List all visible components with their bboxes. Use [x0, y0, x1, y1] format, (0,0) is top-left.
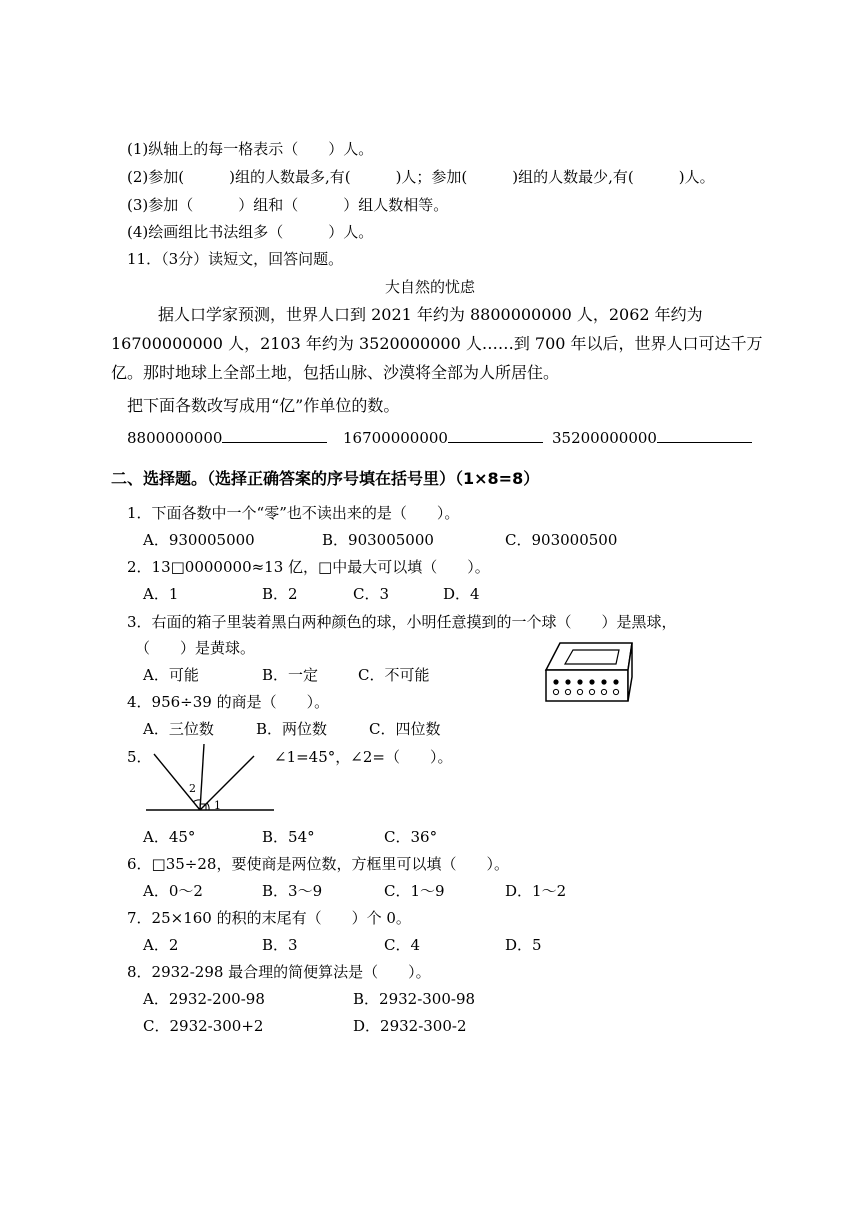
mc5-option-b: B．54°: [262, 828, 315, 846]
mc-question-1: 1．下面各数中一个“零”也不读出来的是（ ）。: [127, 504, 460, 522]
mc4-option-a: A．三位数: [143, 720, 214, 738]
mc-question-5-number: 5．: [127, 748, 152, 766]
mc3-option-b: B．一定: [262, 666, 319, 684]
question-line-1: (1)纵轴上的每一格表示（ ）人。: [127, 140, 374, 158]
mc2-option-a: A．1: [143, 585, 179, 603]
number-2: 16700000000: [343, 429, 448, 447]
mc1-option-a: A．930005000: [143, 531, 255, 549]
mc-question-3-cont: （ ）是黄球。: [135, 639, 256, 657]
mc2-option-b: B．2: [262, 585, 298, 603]
mc1-option-b: B．903005000: [322, 531, 434, 549]
number-3: 35200000000: [552, 429, 657, 447]
answer-blank-2[interactable]: [448, 428, 543, 443]
mc8-option-b: B．2932-300-98: [353, 990, 476, 1008]
number-1: 8800000000: [127, 429, 223, 447]
mc7-option-d: D．5: [505, 936, 542, 954]
number-blank-1: [127, 428, 327, 448]
mc7-option-b: B．3: [262, 936, 298, 954]
answer-blank-1[interactable]: [222, 428, 327, 443]
ball-box-figure: [546, 642, 636, 702]
angle-label-2: 2: [189, 782, 196, 795]
question-line-4: (4)绘画组比书法组多（ ）人。: [127, 223, 374, 241]
passage-title: 大自然的忧虑: [385, 278, 476, 296]
mc6-option-a: A．0～2: [143, 882, 203, 900]
question-11-header: 11．（3分）读短文，回答问题。: [127, 250, 344, 268]
mc8-option-a: A．2932-200-98: [143, 990, 265, 1008]
section-heading: 二、选择题。（选择正确答案的序号填在括号里）（1×8=8）: [111, 469, 540, 488]
mc-question-8: 8．2932-298 最合理的简便算法是（ ）。: [127, 963, 431, 981]
mc1-option-c: C．903000500: [505, 531, 618, 549]
mc7-option-c: C．4: [384, 936, 421, 954]
answer-blank-3[interactable]: [657, 428, 752, 443]
mc-question-6: 6．□35÷28，要使商是两位数，方框里可以填（ ）。: [127, 855, 509, 873]
mc6-option-c: C．1～9: [384, 882, 445, 900]
mc3-option-c: C．不可能: [358, 666, 430, 684]
mc3-option-a: A．可能: [143, 666, 199, 684]
mc4-option-b: B．两位数: [256, 720, 328, 738]
mc5-option-a: A．45°: [143, 828, 196, 846]
mc6-option-b: B．3～9: [262, 882, 323, 900]
angle-label-1: 1: [214, 799, 221, 812]
passage-line-1: 据人口学家预测，世界人口到 2021 年约为 8800000000 人，2062 年约为: [158, 305, 703, 324]
mc4-option-c: C．四位数: [369, 720, 441, 738]
mc8-option-c: C．2932-300+2: [143, 1017, 264, 1035]
question-line-3: (3)参加（ ）组和（ ）组人数相等。: [127, 196, 449, 214]
passage-line-3: 亿。那时地球上全部土地，包括山脉、沙漠将全部为人所居住。: [111, 363, 560, 382]
question-line-2: (2)参加( )组的人数最多,有( )人；参加( )组的人数最少,有( )人。: [127, 168, 715, 186]
passage-line-2: 16700000000 人，2103 年约为 3520000000 人……到 700 年以后，世界人口可达千万: [111, 334, 763, 353]
mc6-option-d: D．1～2: [505, 882, 567, 900]
mc-question-3: 3．右面的箱子里装着黑白两种颜色的球，小明任意摸到的一个球（ ）是黑球，: [127, 613, 677, 631]
number-blank-2: [343, 428, 543, 448]
instruction-line: 把下面各数改写成用“亿”作单位的数。: [127, 396, 400, 415]
number-blank-3: [552, 428, 752, 448]
mc5-option-c: C．36°: [384, 828, 438, 846]
mc-question-7: 7．25×160 的积的末尾有（ ）个 0。: [127, 909, 411, 927]
angle-figure: [146, 742, 276, 817]
mc8-option-d: D．2932-300-2: [353, 1017, 467, 1035]
mc-question-5: ∠1=45°，∠2=（ ）。: [274, 748, 453, 766]
mc2-option-d: D．4: [443, 585, 480, 603]
mc7-option-a: A．2: [143, 936, 179, 954]
mc2-option-c: C．3: [353, 585, 390, 603]
mc-question-2: 2．13□0000000≈13 亿，□中最大可以填（ ）。: [127, 558, 490, 576]
mc-question-4: 4．956÷39 的商是（ ）。: [127, 693, 330, 711]
